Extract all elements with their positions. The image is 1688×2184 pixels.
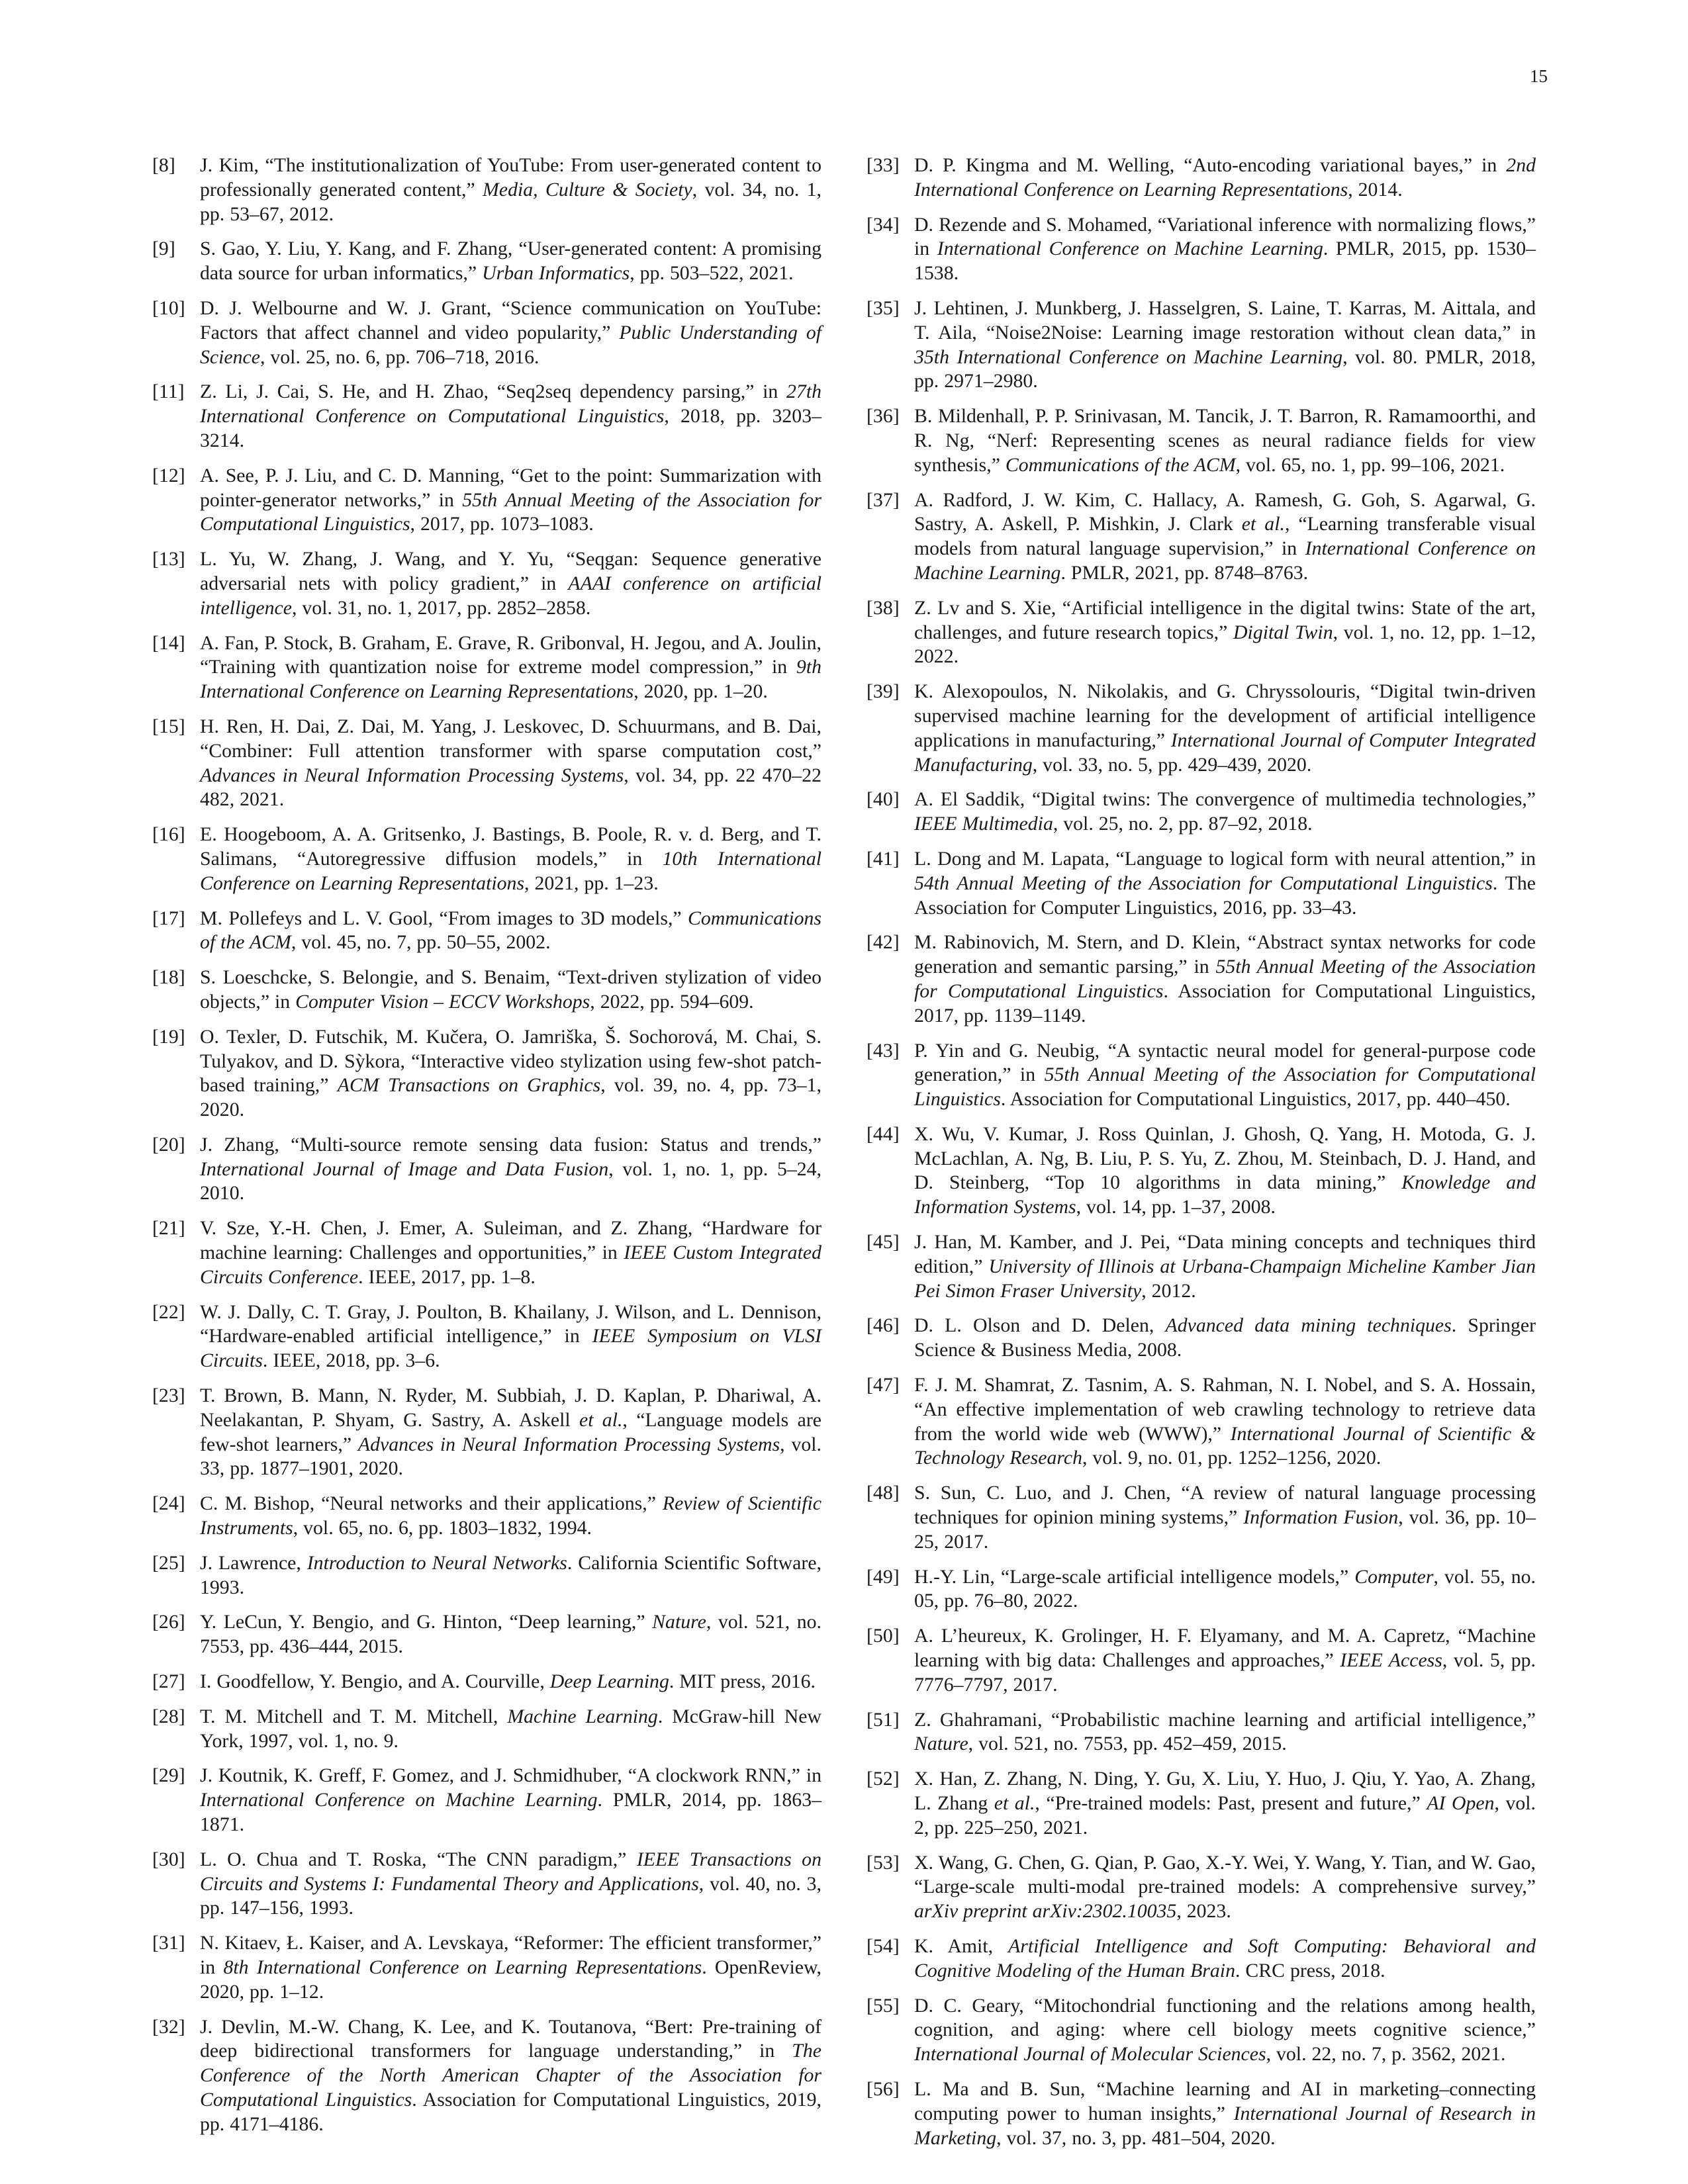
reference-text: , vol. 521, no. 7553, pp. 436–444, 2015. <box>200 1611 821 1658</box>
reference-text: , 2017, pp. 1073–1083. <box>410 513 594 535</box>
reference-text: J. Koutnik, K. Greff, F. Gomez, and J. Schmidhuber, “A clockwork RNN,” in <box>200 1764 821 1787</box>
reference-number: [43] <box>867 1039 900 1062</box>
reference-entry <box>152 1848 821 1921</box>
reference-number: [10] <box>152 296 185 319</box>
reference-text: , vol. 1, no. 12, pp. 1–12, 2022. <box>914 621 1536 668</box>
reference-number: [38] <box>867 596 900 619</box>
reference-text: , vol. 33, pp. 1877–1901, 2020. <box>200 1433 821 1480</box>
reference-number: [49] <box>867 1565 900 1588</box>
reference-venue-italic: Computer Vision – ECCV Workshops <box>295 990 590 1013</box>
reference-text: M. Pollefeys and L. V. Gool, “From images to 3D models,” <box>200 907 688 929</box>
reference-text: , vol. 65, no. 1, pp. 99–106, 2021. <box>1235 453 1505 476</box>
reference-venue-italic: IEEE Custom Integrated Circuits Conference <box>200 1242 821 1288</box>
reference-text: F. J. M. Shamrat, Z. Tasnim, A. S. Rahman, N. I. Nobel, and S. A. Hossain, “An effective implementation of web crawling technology to retrieve data from the world wide web (WWW),” <box>914 1374 1536 1445</box>
reference-text: , “Language models are few-shot learners,” <box>200 1408 821 1455</box>
reference-entry <box>867 1624 1536 1697</box>
reference-venue-italic: Information Fusion <box>1243 1506 1399 1529</box>
reference-text: J. Devlin, M.-W. Chang, K. Lee, and K. Toutanova, “Bert: Pre-training of deep bidirectional transformers for language understanding,” in <box>200 2015 821 2062</box>
reference-text: , 2023. <box>1176 1900 1231 1923</box>
reference-venue-italic: Machine Learning <box>507 1705 658 1727</box>
reference-venue-italic: IEEE Symposium on VLSI Circuits <box>200 1325 822 1372</box>
reference-text: S. Gao, Y. Liu, Y. Kang, and F. Zhang, “User-generated content: A promising data source for urban informatics,” <box>200 238 821 285</box>
reference-text: , vol. 521, no. 7553, pp. 452–459, 2015. <box>968 1733 1287 1755</box>
reference-text: , vol. 36, pp. 10–25, 2017. <box>914 1506 1536 1553</box>
reference-text: , “Pre-trained models: Past, present and future,” <box>1035 1792 1427 1815</box>
reference-number: [19] <box>152 1025 185 1048</box>
reference-entry <box>867 1373 1536 1471</box>
reference-number: [16] <box>152 823 185 846</box>
reference-text: I. Goodfellow, Y. Bengio, and A. Courville, <box>200 1670 550 1693</box>
reference-entry <box>152 1931 821 2004</box>
reference-number: [55] <box>867 1994 900 2017</box>
reference-entry <box>152 380 821 453</box>
reference-venue-italic: AI Open <box>1427 1792 1495 1815</box>
reference-text: J. Lehtinen, J. Munkberg, J. Hasselgren, S. Laine, T. Karras, M. Aittala, and T. Aila, “Noise2Noise: Learning image restoration without clean data,” in <box>914 296 1536 343</box>
reference-text: O. Texler, D. Futschik, M. Kučera, O. Jamriška, Š. Sochorová, M. Chai, S. Tulyakov, and D. Sỳkora, “Interactive video stylization using few-shot patch-based training,” <box>200 1025 821 1097</box>
reference-number: [39] <box>867 680 900 703</box>
reference-venue-italic: ACM Transactions on Graphics <box>337 1074 601 1097</box>
reference-text: X. Wang, G. Chen, G. Qian, P. Gao, X.-Y. Wei, Y. Wang, Y. Tian, and W. Gao, “Large-scale multi-modal pre-trained models: A comprehensive survey,” <box>914 1851 1536 1898</box>
reference-number: [54] <box>867 1935 900 1957</box>
reference-number: [33] <box>867 154 900 176</box>
reference-text: , 2012. <box>1141 1279 1196 1302</box>
reference-text: Z. Lv and S. Xie, “Artificial intelligence in the digital twins: State of the art, challenges, and future research topics,” <box>914 596 1536 643</box>
reference-entry <box>152 237 821 286</box>
reference-text: , 2018, pp. 3203–3214. <box>200 405 821 451</box>
reference-text: , vol. 33, no. 5, pp. 429–439, 2020. <box>1032 753 1312 776</box>
reference-entry <box>867 1122 1536 1220</box>
reference-number: [11] <box>152 381 185 403</box>
reference-text: A. Radford, J. W. Kim, C. Hallacy, A. Ramesh, G. Goh, S. Agarwal, G. Sastry, A. Askell, P. Mishkin, J. Clark <box>914 488 1536 535</box>
reference-venue-italic: International Conference on Machine Learning <box>914 537 1536 584</box>
reference-venue-italic: Advances in Neural Information Processing Systems <box>200 764 624 786</box>
reference-venue-italic: 55th Annual Meeting of the Association for Computational Linguistics <box>914 956 1536 1002</box>
reference-venue-italic: Deep Learning <box>549 1670 669 1693</box>
reference-number: [31] <box>152 1932 185 1954</box>
reference-text: . MIT press, 2016. <box>669 1670 816 1693</box>
reference-text: , vol. 25, no. 2, pp. 87–92, 2018. <box>1053 813 1313 835</box>
reference-entry <box>152 1705 821 1754</box>
reference-entry <box>867 931 1536 1028</box>
reference-entry <box>152 1610 821 1659</box>
reference-entry <box>152 1764 821 1837</box>
reference-venue-italic: 55th Annual Meeting of the Association for Computational Linguistics <box>914 1064 1536 1111</box>
reference-text: , vol. 45, no. 7, pp. 50–55, 2002. <box>291 931 551 954</box>
reference-number: [21] <box>152 1217 185 1240</box>
reference-text: . California Scientific Software, 1993. <box>200 1551 821 1598</box>
reference-text: E. Hoogeboom, A. A. Gritsenko, J. Bastings, B. Poole, R. v. d. Berg, and T. Salimans, “Autoregressive diffusion models,” in <box>200 823 821 870</box>
reference-entry <box>152 296 821 369</box>
reference-venue-italic: Digital Twin <box>1233 621 1333 643</box>
reference-venue-italic: Introduction to Neural Networks <box>306 1551 567 1574</box>
reference-text: D. Rezende and S. Mohamed, “Variational inference with normalizing flows,” in <box>914 213 1536 260</box>
reference-text: Y. LeCun, Y. Bengio, and G. Hinton, “Deep learning,” <box>200 1611 653 1633</box>
reference-number: [50] <box>867 1625 900 1647</box>
reference-text: N. Kitaev, Ł. Kaiser, and A. Levskaya, “Reformer: The efficient transformer,” in <box>200 1932 821 1978</box>
reference-venue-italic: Public Understanding of Science <box>200 321 822 368</box>
reference-number: [53] <box>867 1851 900 1874</box>
reference-venue-italic: Communications of the ACM <box>1005 453 1236 476</box>
reference-entry <box>152 1300 821 1373</box>
reference-venue-italic: International Journal of Molecular Sciences <box>914 2043 1266 2066</box>
reference-number: [46] <box>867 1314 900 1337</box>
reference-text: X. Han, Z. Zhang, N. Ding, Y. Gu, X. Liu, Y. Huo, J. Qiu, Y. Yao, A. Zhang, L. Zhang <box>914 1768 1536 1815</box>
reference-text: T. M. Mitchell and T. M. Mitchell, <box>200 1705 508 1727</box>
references-column-right <box>867 154 1536 2161</box>
reference-text: S. Loeschcke, S. Belongie, and S. Benaim, “Text-driven stylization of video objects,” in <box>200 966 821 1013</box>
reference-number: [36] <box>867 405 900 428</box>
reference-entry <box>152 2015 821 2137</box>
reference-number: [56] <box>867 2077 900 2100</box>
reference-text: D. C. Geary, “Mitochondrial functioning and the relations among health, cognition, and aging: where cell biology meets cognitive science,” <box>914 1994 1536 2041</box>
reference-entry <box>867 1767 1536 1840</box>
reference-text: L. Ma and B. Sun, “Machine learning and AI in marketing–connecting computing power to human insights,” <box>914 2077 1536 2124</box>
page-number: 15 <box>1530 66 1548 86</box>
reference-entry <box>867 1708 1536 1757</box>
reference-text: D. P. Kingma and M. Welling, “Auto-encoding variational bayes,” in <box>914 154 1507 176</box>
reference-text: C. M. Bishop, “Neural networks and their applications,” <box>200 1492 663 1515</box>
reference-text: . Association for Computational Linguistics, 2017, pp. 1139–1149. <box>914 979 1536 1026</box>
reference-text: , vol. 5, pp. 7776–7797, 2017. <box>914 1649 1536 1696</box>
reference-text: J. Zhang, “Multi-source remote sensing data fusion: Status and trends,” <box>200 1133 821 1156</box>
reference-number: [15] <box>152 715 185 737</box>
reference-text: . PMLR, 2015, pp. 1530–1538. <box>914 238 1536 285</box>
reference-venue-italic: Artificial Intelligence and Soft Computing: Behavioral and Cognitive Modeling of the Human Brain <box>914 1935 1536 1981</box>
reference-text: . IEEE, 2018, pp. 3–6. <box>262 1349 440 1372</box>
reference-text: , vol. 55, no. 05, pp. 76–80, 2022. <box>914 1565 1536 1612</box>
reference-venue-italic: International Journal of Scientific & Technology Research <box>914 1422 1536 1469</box>
reference-entry <box>152 547 821 620</box>
reference-venue-italic: et al. <box>579 1408 623 1431</box>
reference-text: A. Fan, P. Stock, B. Graham, E. Grave, R. Gribonval, H. Jegou, and A. Joulin, “Training with quantization noise for extreme model compression,” in <box>200 631 821 678</box>
reference-number: [48] <box>867 1482 900 1504</box>
reference-venue-italic: et al. <box>994 1792 1035 1815</box>
reference-entry <box>152 1492 821 1541</box>
reference-text: , vol. 37, no. 3, pp. 481–504, 2020. <box>996 2126 1276 2149</box>
reference-text: , vol. 31, no. 1, 2017, pp. 2852–2858. <box>292 596 591 619</box>
reference-venue-italic: 10th International Conference on Learning Representations <box>200 847 822 894</box>
reference-number: [51] <box>867 1708 900 1731</box>
reference-entry <box>152 966 821 1015</box>
reference-text: . IEEE, 2017, pp. 1–8. <box>358 1265 536 1288</box>
reference-number: [14] <box>152 631 185 654</box>
reference-venue-italic: 8th International Conference on Learning Representations <box>223 1956 702 1978</box>
reference-entry <box>152 715 821 812</box>
reference-text: H. Ren, H. Dai, Z. Dai, M. Yang, J. Leskovec, D. Schuurmans, and B. Dai, “Combiner: Full attention transformer with sparse computation cost,” <box>200 715 821 762</box>
reference-entry <box>152 907 821 956</box>
reference-number: [41] <box>867 847 900 870</box>
reference-number: [52] <box>867 1768 900 1790</box>
reference-entry <box>152 631 821 704</box>
reference-entry <box>867 1851 1536 1924</box>
reference-text: , vol. 22, no. 7, p. 3562, 2021. <box>1266 2043 1506 2066</box>
reference-entry <box>867 404 1536 477</box>
reference-entry <box>867 296 1536 394</box>
reference-text: V. Sze, Y.-H. Chen, J. Emer, A. Suleiman, and Z. Zhang, “Hardware for machine learning: Challenges and opportunities,” in <box>200 1217 821 1264</box>
reference-venue-italic: International Conference on Machine Learning <box>937 238 1323 260</box>
reference-venue-italic: arXiv preprint arXiv:2302.10035 <box>914 1900 1177 1923</box>
reference-text: , vol. 40, no. 3, pp. 147–156, 1993. <box>200 1872 821 1919</box>
reference-text: . OpenReview, 2020, pp. 1–12. <box>200 1956 821 2003</box>
reference-number: [20] <box>152 1133 185 1156</box>
reference-text: . Association for Computational Linguistics, 2017, pp. 440–450. <box>1000 1088 1511 1111</box>
reference-number: [26] <box>152 1611 185 1633</box>
reference-text: . Springer Science & Business Media, 2008. <box>914 1314 1536 1361</box>
reference-entry <box>152 1216 821 1289</box>
reference-venue-italic: AAAI conference on artificial intelligence <box>200 572 821 619</box>
reference-entry <box>152 1551 821 1600</box>
reference-text: Z. Ghahramani, “Probabilistic machine learning and artificial intelligence,” <box>914 1708 1536 1731</box>
reference-text: , “Learning transferable visual models from natural language supervision,” in <box>914 513 1536 560</box>
reference-number: [24] <box>152 1492 185 1515</box>
reference-text: , pp. 503–522, 2021. <box>630 262 794 285</box>
reference-number: [25] <box>152 1551 185 1574</box>
reference-venue-italic: et al. <box>1241 513 1285 535</box>
reference-text: , 2021, pp. 1–23. <box>524 872 659 894</box>
reference-entry <box>867 1481 1536 1554</box>
reference-text: , 2014. <box>1348 178 1403 201</box>
reference-number: [17] <box>152 907 185 929</box>
reference-venue-italic: Nature <box>914 1733 968 1755</box>
reference-text: . Association for Computational Linguistics, 2019, pp. 4171–4186. <box>200 2088 822 2135</box>
reference-text: , vol. 2, pp. 225–250, 2021. <box>914 1792 1536 1839</box>
reference-text: A. L’heureux, K. Grolinger, H. F. Elyamany, and M. A. Capretz, “Machine learning with big data: Challenges and approaches,” <box>914 1625 1536 1672</box>
reference-entry <box>152 1670 821 1694</box>
references-column-left <box>152 154 821 2148</box>
reference-number: [29] <box>152 1764 185 1787</box>
reference-entry <box>867 154 1536 203</box>
reference-venue-italic: 9th International Conference on Learning Representations <box>200 656 821 703</box>
reference-entry <box>867 1230 1536 1303</box>
reference-entry <box>152 1384 821 1481</box>
reference-number: [23] <box>152 1385 185 1407</box>
reference-venue-italic: IEEE Transactions on Circuits and Systems I: Fundamental Theory and Applications <box>200 1848 821 1895</box>
reference-venue-italic: 54th Annual Meeting of the Association for Computational Linguistics <box>914 872 1493 894</box>
reference-venue-italic: Urban Informatics <box>482 262 630 285</box>
reference-text: , vol. 1, no. 1, pp. 5–24, 2010. <box>200 1158 821 1205</box>
reference-text: M. Rabinovich, M. Stern, and D. Klein, “Abstract syntax networks for code generation and semantic parsing,” in <box>914 931 1536 978</box>
reference-text: K. Alexopoulos, N. Nikolakis, and G. Chryssolouris, “Digital twin-driven supervised machine learning for the development of artificial intelligence applications in manufacturing,” <box>914 680 1536 751</box>
reference-entry <box>867 2077 1536 2150</box>
reference-number: [35] <box>867 296 900 319</box>
reference-entry <box>152 154 821 226</box>
reference-entry <box>867 1934 1536 1983</box>
reference-entry <box>867 1314 1536 1363</box>
reference-text: P. Yin and G. Neubig, “A syntactic neural model for general-purpose code generation,” in <box>914 1039 1536 1086</box>
reference-text: J. Kim, “The institutionalization of YouTube: From user-generated content to professionally generated content,” <box>200 154 821 201</box>
reference-venue-italic: Nature <box>652 1611 706 1633</box>
reference-venue-italic: The Conference of the North American Chapter of the Association for Computational Linguistics <box>200 2040 821 2111</box>
reference-venue-italic: International Journal of Computer Integrated Manufacturing <box>914 729 1536 776</box>
reference-number: [45] <box>867 1231 900 1253</box>
reference-venue-italic: 55th Annual Meeting of the Association for Computational Linguistics <box>200 488 821 535</box>
reference-venue-italic: Media, Culture & Society <box>483 178 692 201</box>
reference-venue-italic: International Journal of Research in Marketing <box>914 2102 1536 2149</box>
reference-venue-italic: Computer <box>1354 1565 1434 1588</box>
reference-number: [44] <box>867 1122 900 1145</box>
reference-entry <box>867 847 1536 920</box>
reference-text: A. El Saddik, “Digital twins: The convergence of multimedia technologies,” <box>914 788 1536 811</box>
reference-text: , vol. 9, no. 01, pp. 1252–1256, 2020. <box>1082 1447 1382 1469</box>
reference-venue-italic: IEEE Multimedia <box>914 813 1053 835</box>
reference-venue-italic: University of Illinois at Urbana-Champaign Micheline Kamber Jian Pei Simon Fraser University <box>914 1255 1536 1302</box>
reference-venue-italic: Knowledge and Information Systems <box>914 1171 1536 1218</box>
reference-text: , vol. 80. PMLR, 2018, pp. 2971–2980. <box>914 345 1536 392</box>
reference-number: [30] <box>152 1848 185 1870</box>
reference-text: , 2020, pp. 1–20. <box>633 680 768 703</box>
reference-entry <box>867 788 1536 837</box>
reference-text: D. J. Welbourne and W. J. Grant, “Science communication on YouTube: Factors that affect channel and video popularity,” <box>200 296 821 343</box>
reference-entry <box>867 680 1536 777</box>
reference-entry <box>867 596 1536 669</box>
reference-text: S. Sun, C. Luo, and J. Chen, “A review of natural language processing techniques for opinion mining systems,” <box>914 1482 1536 1529</box>
reference-venue-italic: 35th International Conference on Machine Learning <box>914 345 1343 368</box>
reference-text: . The Association for Computer Linguistics, 2016, pp. 33–43. <box>914 872 1536 919</box>
reference-text: T. Brown, B. Mann, N. Ryder, M. Subbiah, J. D. Kaplan, P. Dhariwal, A. Neelakantan, P. Shyam, G. Sastry, A. Askell <box>200 1385 821 1431</box>
reference-text: . McGraw-hill New York, 1997, vol. 1, no. 9. <box>200 1705 822 1752</box>
reference-number: [28] <box>152 1705 185 1727</box>
reference-text: A. See, P. J. Liu, and C. D. Manning, “Get to the point: Summarization with pointer-generator networks,” in <box>200 464 821 511</box>
reference-venue-italic: Advances in Neural Information Processing Systems <box>357 1433 780 1455</box>
reference-entry <box>867 1039 1536 1112</box>
reference-entry <box>152 1133 821 1206</box>
reference-number: [13] <box>152 548 185 570</box>
reference-text: K. Amit, <box>914 1935 1009 1957</box>
reference-venue-italic: Communications of the ACM <box>200 907 821 954</box>
reference-number: [12] <box>152 464 185 486</box>
reference-venue-italic: International Conference on Machine Learning <box>200 1789 598 1811</box>
reference-entry <box>152 1025 821 1122</box>
reference-text: , 2022, pp. 594–609. <box>590 990 754 1013</box>
reference-venue-italic: Advanced data mining techniques <box>1165 1314 1452 1337</box>
reference-number: [42] <box>867 931 900 954</box>
reference-entry <box>152 464 821 537</box>
reference-number: [22] <box>152 1300 185 1323</box>
reference-text: Z. Li, J. Cai, S. He, and H. Zhao, “Seq2seq dependency parsing,” in <box>200 381 787 403</box>
reference-text: J. Han, M. Kamber, and J. Pei, “Data mining concepts and techniques third edition,” <box>914 1231 1536 1277</box>
reference-text: , vol. 34, pp. 22 470–22 482, 2021. <box>200 764 821 811</box>
reference-text: . CRC press, 2018. <box>1235 1959 1385 1981</box>
reference-entry <box>867 488 1536 586</box>
reference-text: , vol. 39, no. 4, pp. 73–1, 2020. <box>200 1074 821 1121</box>
reference-number: [18] <box>152 966 185 989</box>
reference-number: [27] <box>152 1670 185 1693</box>
reference-entry <box>152 823 821 895</box>
reference-venue-italic: IEEE Access <box>1340 1649 1442 1672</box>
reference-number: [32] <box>152 2015 185 2038</box>
reference-text: W. J. Dally, C. T. Gray, J. Poulton, B. Khailany, J. Wilson, and L. Dennison, “Hardware-enabled artificial intelligence,” in <box>200 1300 821 1347</box>
reference-text: J. Lawrence, <box>200 1551 307 1574</box>
reference-text: , vol. 25, no. 6, pp. 706–718, 2016. <box>259 345 539 368</box>
reference-entry <box>867 1565 1536 1614</box>
reference-venue-italic: 2nd International Conference on Learning Representations <box>914 154 1536 201</box>
reference-number: [8] <box>152 154 175 176</box>
reference-venue-italic: International Journal of Image and Data Fusion <box>200 1158 609 1180</box>
reference-number: [47] <box>867 1374 900 1396</box>
reference-number: [9] <box>152 238 175 260</box>
reference-text: D. L. Olson and D. Delen, <box>914 1314 1166 1337</box>
reference-text: L. O. Chua and T. Roska, “The CNN paradigm,” <box>200 1848 637 1870</box>
reference-number: [37] <box>867 488 900 511</box>
reference-text: , vol. 34, no. 1, pp. 53–67, 2012. <box>200 178 821 225</box>
reference-entry <box>867 213 1536 286</box>
reference-text: , vol. 14, pp. 1–37, 2008. <box>1076 1196 1276 1218</box>
reference-entry <box>867 1994 1536 2067</box>
reference-text: H.-Y. Lin, “Large-scale artificial intelligence models,” <box>914 1565 1355 1588</box>
reference-venue-italic: 27th International Conference on Computational Linguistics <box>200 381 821 428</box>
reference-text: . PMLR, 2021, pp. 8748–8763. <box>1060 561 1309 584</box>
reference-text: L. Dong and M. Lapata, “Language to logical form with neural attention,” in <box>914 847 1536 870</box>
reference-text: X. Wu, V. Kumar, J. Ross Quinlan, J. Ghosh, Q. Yang, H. Motoda, G. J. McLachlan, A. Ng, B. Liu, P. S. Yu, Z. Zhou, M. Steinbach, D. J. Hand, and D. Steinberg, “Top 10 algorithms in data mining,” <box>914 1122 1536 1194</box>
reference-venue-italic: Review of Scientific Instruments <box>200 1492 821 1539</box>
reference-text: . PMLR, 2014, pp. 1863–1871. <box>200 1789 821 1836</box>
reference-number: [40] <box>867 788 900 811</box>
reference-number: [34] <box>867 213 900 236</box>
reference-text: B. Mildenhall, P. P. Srinivasan, M. Tancik, J. T. Barron, R. Ramamoorthi, and R. Ng, “Nerf: Representing scenes as neural radiance fields for view synthesis,” <box>914 405 1536 476</box>
reference-text: , vol. 65, no. 6, pp. 1803–1832, 1994. <box>293 1517 592 1539</box>
reference-text: L. Yu, W. Zhang, J. Wang, and Y. Yu, “Seqgan: Sequence generative adversarial nets with policy gradient,” in <box>200 548 821 594</box>
